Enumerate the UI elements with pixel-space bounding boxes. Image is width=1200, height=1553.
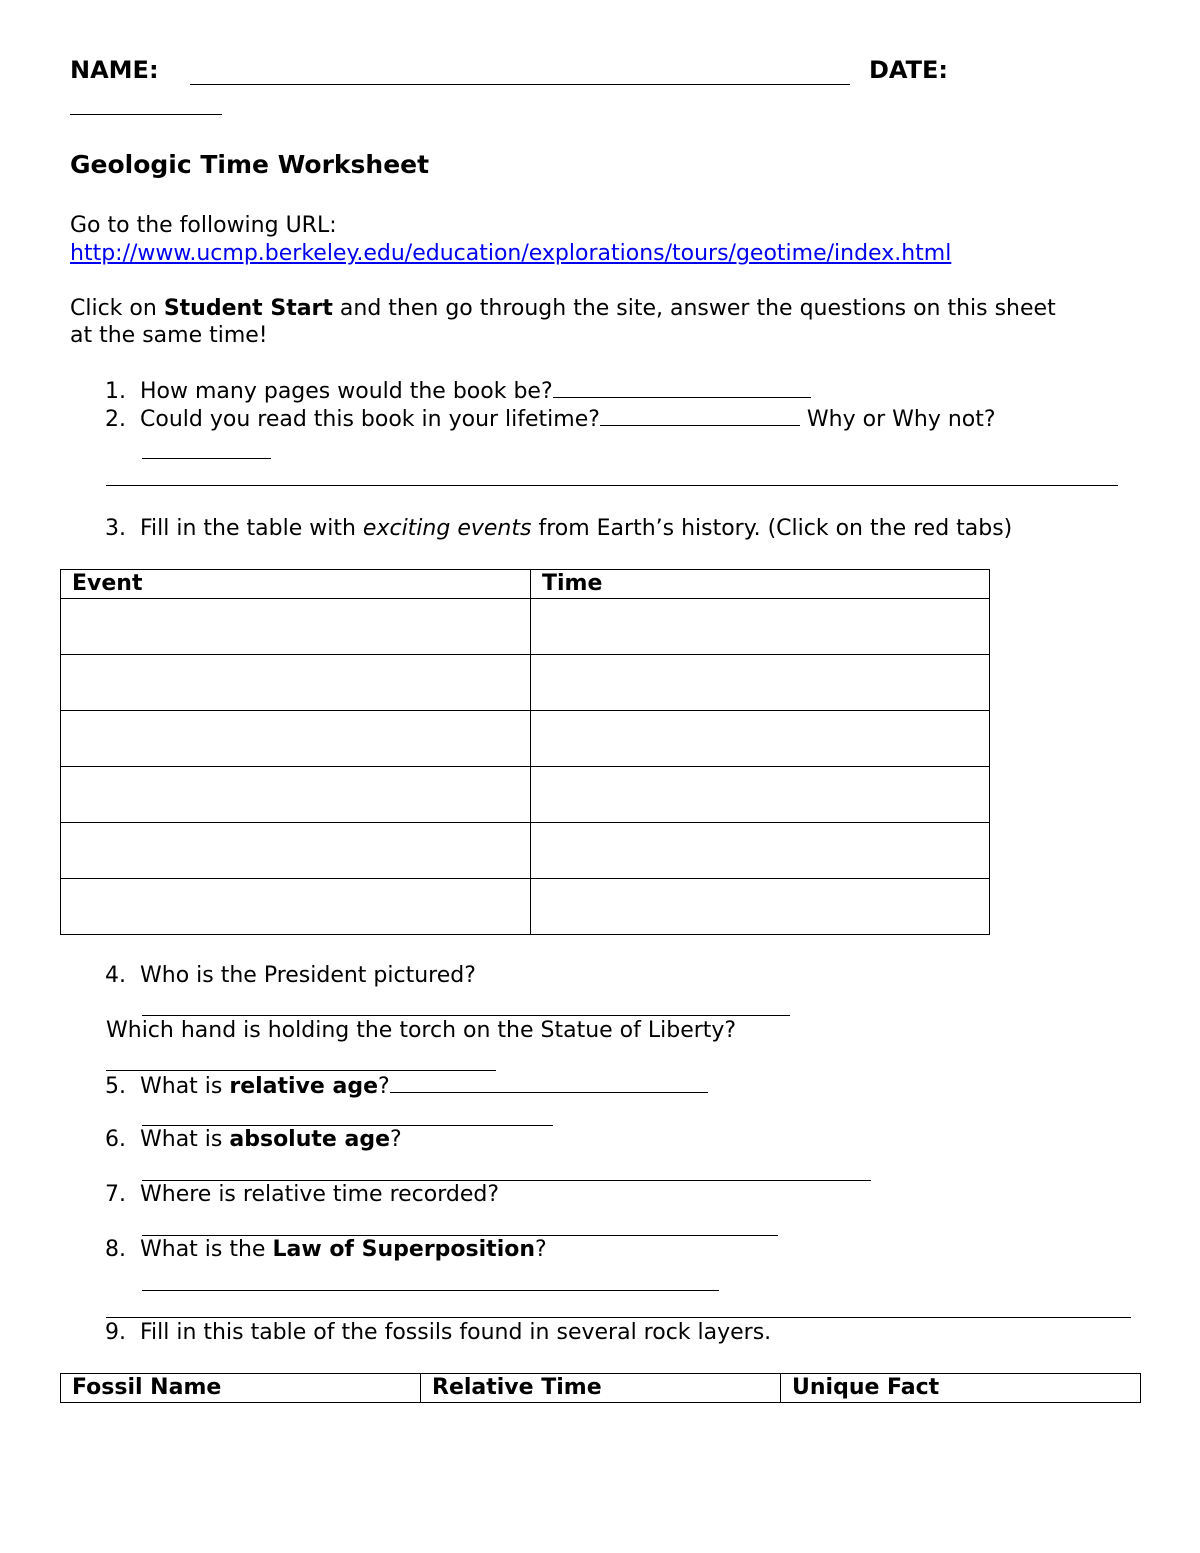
q7-number: 7. bbox=[105, 1182, 126, 1207]
q6-text-bold: absolute age bbox=[229, 1127, 390, 1152]
question-4 bbox=[105, 962, 476, 990]
q1-number: 1. bbox=[105, 379, 126, 404]
fossil-table bbox=[60, 1373, 1141, 1403]
question-5 bbox=[105, 1072, 708, 1101]
q4-answer-line[interactable] bbox=[142, 1015, 790, 1016]
event-cell[interactable] bbox=[61, 599, 531, 655]
q4-sub-answer-line[interactable] bbox=[106, 1070, 496, 1071]
q2-why-text: Why or Why not? bbox=[799, 407, 996, 432]
q2-reason-line-2[interactable] bbox=[106, 485, 1118, 486]
time-cell[interactable] bbox=[531, 599, 990, 655]
q8-number: 8. bbox=[105, 1237, 126, 1262]
event-cell[interactable] bbox=[61, 823, 531, 879]
event-cell[interactable] bbox=[61, 879, 531, 935]
q5-number: 5. bbox=[105, 1074, 126, 1099]
fossil-header-name: Fossil Name bbox=[61, 1374, 421, 1403]
time-cell[interactable] bbox=[531, 767, 990, 823]
q8-text-pre: What is the bbox=[140, 1237, 273, 1262]
q9-number: 9. bbox=[105, 1320, 126, 1345]
time-cell[interactable] bbox=[531, 655, 990, 711]
time-cell[interactable] bbox=[531, 823, 990, 879]
q9-text: Fill in this table of the fossils found in several rock layers. bbox=[140, 1320, 772, 1345]
q3-number: 3. bbox=[105, 516, 126, 541]
question-7 bbox=[105, 1181, 499, 1209]
q5-text-pre: What is bbox=[140, 1074, 230, 1099]
q2-reason-line-1[interactable] bbox=[142, 458, 271, 459]
q5-text-bold: relative age bbox=[229, 1074, 379, 1099]
event-cell[interactable] bbox=[61, 711, 531, 767]
q3-text-pre: Fill in the table with bbox=[140, 516, 363, 541]
q3-text-post: from Earth’s history. (Click on the red tabs) bbox=[531, 516, 1013, 541]
question-1 bbox=[105, 377, 811, 406]
worksheet-title: Geologic Time Worksheet bbox=[70, 150, 430, 179]
url-link[interactable]: http://www.ucmp.berkeley.edu/education/explorations/tours/geotime/index.html bbox=[70, 241, 952, 266]
question-3 bbox=[105, 515, 1012, 543]
name-label: NAME: bbox=[70, 56, 159, 84]
q1-answer-line[interactable] bbox=[553, 377, 811, 398]
date-field[interactable] bbox=[70, 114, 222, 115]
question-8 bbox=[105, 1236, 547, 1264]
instructions bbox=[70, 296, 1056, 321]
q6-number: 6. bbox=[105, 1127, 126, 1152]
q8-text-bold: Law of Superposition bbox=[272, 1237, 536, 1262]
q8-answer-line[interactable] bbox=[142, 1290, 719, 1291]
events-header-event: Event bbox=[61, 570, 531, 599]
q2-number: 2. bbox=[105, 407, 126, 432]
time-cell[interactable] bbox=[531, 711, 990, 767]
events-header-time: Time bbox=[531, 570, 990, 599]
q2-answer-line[interactable] bbox=[600, 405, 800, 426]
q2-text: Could you read this book in your lifetime? bbox=[140, 407, 600, 432]
instructions-line2: at the same time! bbox=[70, 323, 268, 348]
goto-text: Go to the following URL: bbox=[70, 213, 337, 238]
q8-text-post: ? bbox=[535, 1237, 547, 1262]
q3-text-em: exciting events bbox=[362, 516, 532, 541]
q7-text: Where is relative time recorded? bbox=[140, 1182, 500, 1207]
q4-number: 4. bbox=[105, 963, 126, 988]
q6-text-pre: What is bbox=[140, 1127, 230, 1152]
q6-text-post: ? bbox=[390, 1127, 402, 1152]
question-2 bbox=[105, 405, 996, 434]
question-9 bbox=[105, 1319, 771, 1347]
time-cell[interactable] bbox=[531, 879, 990, 935]
q4-text: Who is the President pictured? bbox=[140, 963, 476, 988]
date-label: DATE: bbox=[869, 56, 948, 84]
event-cell[interactable] bbox=[61, 655, 531, 711]
q5-answer-line[interactable] bbox=[390, 1072, 708, 1093]
events-table bbox=[60, 569, 990, 935]
fossil-header-relative-time: Relative Time bbox=[421, 1374, 781, 1403]
instructions-post: and then go through the site, answer the questions on this sheet bbox=[332, 296, 1056, 321]
q4-sub-question: Which hand is holding the torch on the Statue of Liberty? bbox=[106, 1018, 737, 1043]
question-6 bbox=[105, 1126, 402, 1154]
name-field[interactable] bbox=[190, 84, 850, 85]
instructions-pre: Click on bbox=[70, 296, 164, 321]
student-start-text: Student Start bbox=[163, 296, 333, 321]
fossil-header-unique-fact: Unique Fact bbox=[781, 1374, 1141, 1403]
q5-text-post: ? bbox=[378, 1074, 390, 1099]
q1-text: How many pages would the book be? bbox=[140, 379, 553, 404]
q8-answer-line-2[interactable] bbox=[106, 1317, 1131, 1318]
event-cell[interactable] bbox=[61, 767, 531, 823]
